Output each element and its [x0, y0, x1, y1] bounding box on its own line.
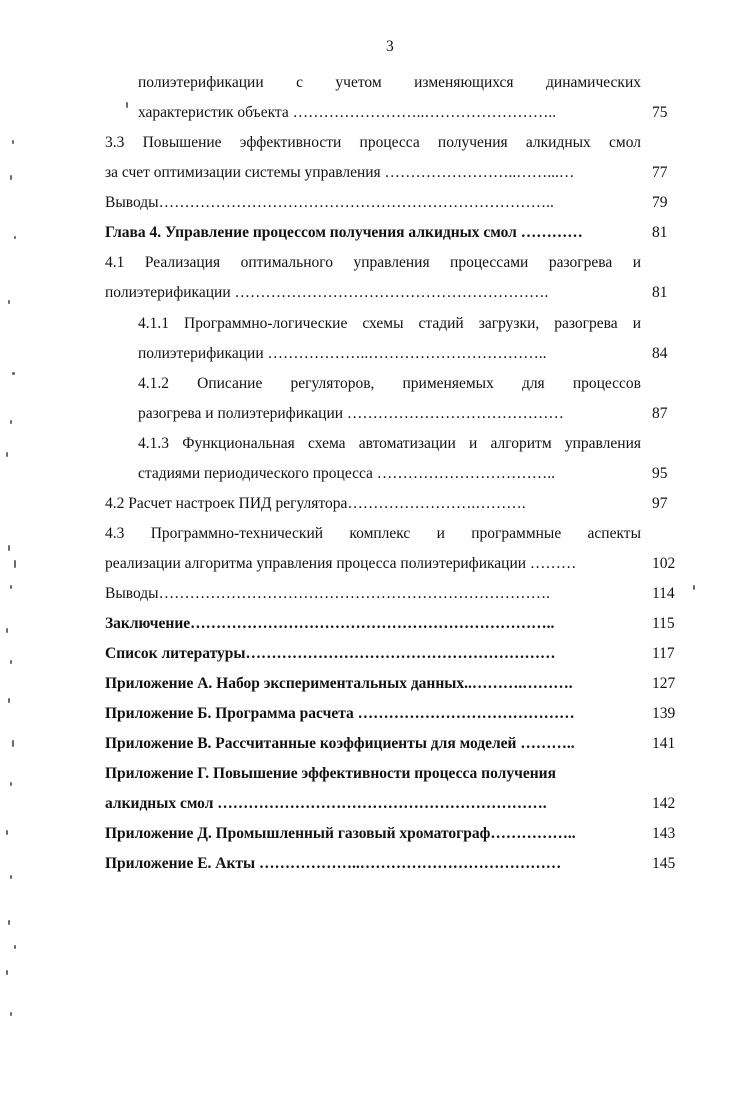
scan-speck [6, 830, 8, 835]
scan-speck [10, 175, 12, 180]
scan-speck [14, 945, 16, 949]
scan-speck [8, 300, 10, 304]
toc-entry-text: 4.1 Реализация оптимального управления процессами разогрева и [105, 254, 641, 271]
toc-entry-text: стадиями периодического процесса …………………………….. [138, 465, 556, 482]
toc-entry-text: полиэтерификации ……………………………………………………. [105, 284, 549, 301]
scan-speck [6, 452, 8, 457]
toc-entry-text: алкидных смол ………………………………………………………. [105, 795, 547, 812]
toc-page-number: 114 [652, 585, 675, 602]
toc-page-number: 143 [652, 825, 676, 842]
toc-entry-text: 3.3 Повышение эффективности процесса получения алкидных смол [105, 134, 641, 151]
toc-entry-text: реализации алгоритма управления процесса полиэтерификации ……… [105, 555, 577, 572]
toc-entry-text: полиэтерификации ………………..…………………………….. [138, 345, 547, 362]
toc-page-number: 87 [652, 405, 668, 422]
toc-entry-text: характеристик объекта ……………………..…………………….. [138, 104, 557, 121]
toc-page-number: 84 [652, 345, 668, 362]
toc-entry-text: Приложение Д. Промышленный газовый хроматограф…………….. [105, 825, 576, 842]
toc-page-number: 77 [652, 164, 668, 181]
toc-page-number: 81 [652, 224, 668, 241]
toc-entry-text: за счет оптимизации системы управления ……………………..……...… [105, 164, 575, 181]
toc-entry-text: полиэтерификации с учетом изменяющихся динамических [138, 74, 641, 91]
toc-page-number: 95 [652, 465, 668, 482]
toc-entry-text: Выводы…………………………………………………………………. [105, 585, 550, 602]
toc-entry-text: Выводы………………………………………………………………….. [105, 194, 554, 211]
scan-speck [10, 420, 12, 424]
toc-entry-text: 4.3 Программно-технический комплекс и программные аспекты [105, 525, 641, 542]
toc-page-number: 117 [652, 645, 675, 662]
scan-speck [8, 698, 10, 703]
toc-page-number: 139 [652, 705, 676, 722]
toc-page-number: 79 [652, 194, 668, 211]
page-number: 3 [386, 38, 394, 55]
scan-speck [12, 372, 15, 375]
scan-speck [10, 1012, 12, 1016]
toc-page-number: 145 [652, 855, 676, 872]
toc-page-number: 102 [652, 555, 676, 572]
scan-speck [10, 585, 12, 589]
scan-speck [6, 970, 8, 975]
toc-entry-text: Приложение Г. Повышение эффективности процесса получения [105, 765, 556, 782]
toc-page-number: 75 [652, 104, 668, 121]
toc-entry-text: 4.1.2 Описание регуляторов, применяемых для процессов [138, 375, 641, 392]
toc-entry-text: Приложение Е. Акты ………………..………………………………… [105, 855, 562, 872]
scan-speck [10, 782, 12, 786]
toc-entry-text: разогрева и полиэтерификации …………………………………… [138, 405, 564, 422]
toc-entry-text: Заключение…………………………………………………………….. [105, 615, 555, 632]
scan-speck [126, 102, 128, 108]
toc-entry-text: Глава 4. Управление процессом получения алкидных смол ………… [105, 224, 583, 241]
scan-speck [8, 545, 10, 551]
scan-speck [8, 920, 10, 925]
scan-speck [10, 875, 12, 879]
toc-page-number: 81 [652, 284, 668, 301]
toc-entry-text: Приложение А. Набор экспериментальных данных..……….………. [105, 675, 573, 692]
toc-page-number: 115 [652, 615, 675, 632]
toc-entry-text: 4.1.3 Функциональная схема автоматизации и алгоритм управления [138, 435, 641, 452]
toc-entry-text: 4.1.1 Программно-логические схемы стадий загрузки, разогрева и [138, 315, 641, 332]
toc-entry-text: Приложение В. Рассчитанные коэффициенты для моделей ……….. [105, 735, 575, 752]
scan-speck [693, 585, 695, 590]
scan-speck [12, 740, 14, 747]
scan-speck [14, 560, 16, 568]
toc-entry-text: Список литературы…………………………………………………… [105, 645, 556, 662]
toc-page-number: 142 [652, 795, 676, 812]
scan-speck [14, 236, 16, 239]
toc-page-number: 141 [652, 735, 676, 752]
toc-entry-text: Приложение Б. Программа расчета …………………………………… [105, 705, 575, 722]
toc-page-number: 97 [652, 495, 668, 512]
scan-speck [12, 140, 14, 144]
toc-entry-text: 4.2 Расчет настроек ПИД регулятора…………………….………. [105, 495, 526, 512]
scan-speck [10, 660, 12, 664]
toc-page-number: 127 [652, 675, 676, 692]
scan-speck [6, 628, 8, 633]
